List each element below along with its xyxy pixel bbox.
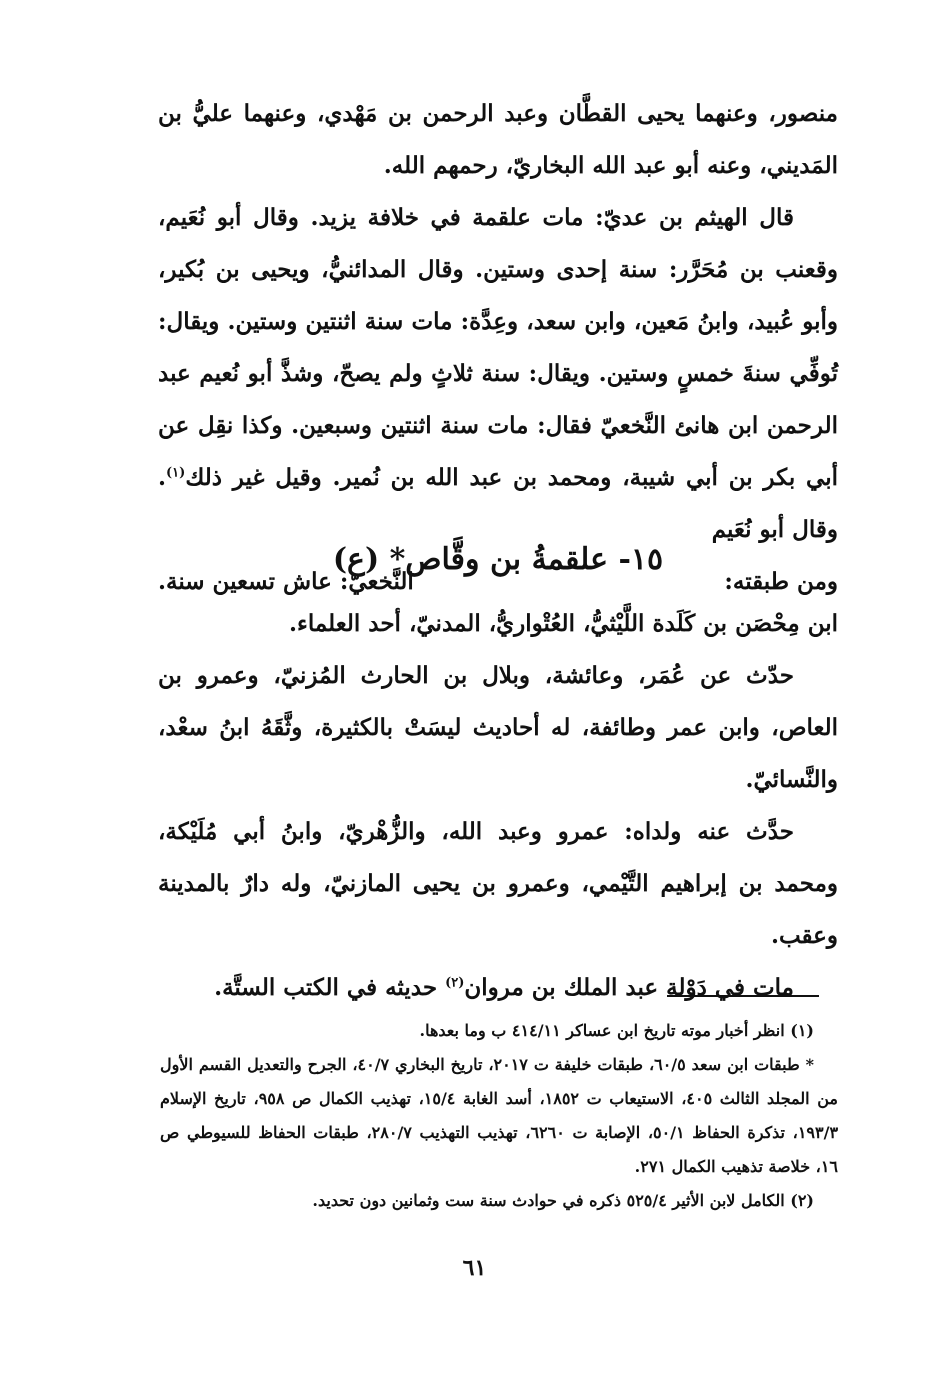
footnote-ref-1[interactable]: (١) [166, 465, 186, 481]
death-text-tail: حديثه في الكتب الستَّة. [214, 974, 446, 1001]
footnote-ref-2[interactable]: (٢) [445, 975, 465, 991]
death-text: مات في دَوْلة عبد الملك بن مروان [464, 974, 794, 1001]
footnote-divider [667, 995, 819, 997]
paragraph-chain-of-narration: منصور، وعنهما يحيى القطَّان وعبد الرحمن بن مَهْدي، وعنهما عليُّ بن المَديني، وعنه أبو عبد الله البخاريّ، رحمهم الله. [158, 100, 838, 179]
paragraph-narrated-from: حدّث عن عُمَر، وعائشة، وبلال بن الحارث المُزنيّ، وعمرو بن العاص، وابن عمر وطائفة، له أحاديث ليسَتْ بالكثيرة، وثَّقَهُ ابنُ سعْد، والنَّسائيّ. [158, 662, 838, 793]
paragraph-lineage: ابن مِحْصَن بن كَلَدة اللَّيْثيُّ، العُتْواريُّ، المدنيّ، أحد العلماء. [289, 610, 838, 637]
paragraph-death-dates [158, 192, 838, 556]
tabaqa-label: ومن طبقته: [724, 568, 838, 595]
last-line-text: النَّخعيّ: عاش تسعين سنة. [158, 568, 414, 595]
death-dates-text: قال الهيثم بن عديّ: مات علقمة في خلافة يزيد. وقال أبو نُعَيم، وقعنب بن مُحَرَّر: سنة إحدى وستين. وقال المدائنيُّ، ويحيى بن بُكير، وأبو عُبيد، وابنُ مَعين، وابن سعد، وعِدَّة: مات سنة اثنتين وستين. ويقال: تُوفِّي سنةَ خمسٍ وستين. ويقال: سنة ثلاثٍ ولم يصحّ، وشذَّ أبو نُعيم عبد الرحمن ابن هانئ النَّخعيّ فقال: مات سنة اثنتين وسبعين. وكذا نقِل عن أبي بكر بن أبي شيبة، ومحمد بن عبد الله بن نُمير. وقيل غير ذلك [158, 204, 838, 491]
body-top [158, 88, 838, 608]
body-bottom [158, 598, 838, 1014]
footnote-2: (٢) الكامل لابن الأثير ٥٢٥/٤ ذكره في حوادث سنة ست وثمانين دون تحديد. [312, 1191, 814, 1210]
footnote-1: (١) انظر أخبار موته تاريخ ابن عساكر ٤١٤/١١ ب وما بعدها. [419, 1021, 814, 1040]
paragraph-death [158, 962, 838, 1014]
page-number: ٦١ [462, 1255, 487, 1281]
footnote-star-sources: * طبقات ابن سعد ٦٠/٥، طبقات خليفة ت ٢٠١٧، تاريخ البخاري ٤٠/٧، الجرح والتعديل القسم الأول من المجلد الثالث ٤٠٥، الاستيعاب ت ١٨٥٢، أسد الغابة ١٥/٤، تهذيب الكمال ص ٩٥٨، تاريخ الإسلام ١٩٣/٣، تذكرة الحفاظ ٥٠/١، الإصابة ت ٦٢٦٠، تهذيب التهذيب ٢٨٠/٧، طبقات الحفاظ للسيوطي ص ١٦، خلاصة تذهيب الكمال ٢٧١. [160, 1055, 839, 1176]
paragraph-narrated-by: حدَّث عنه ولداه: عمرو وعبد الله، والزُّهْريّ، وابنُ أبي مُلَيْكة، ومحمد بن إبراهيم التَّيْمي، وعمرو بن يحيى المازنيّ، وله دارٌ بالمدينة وعقب. [158, 818, 838, 949]
death-dates-tail: . وقال أبو نُعَيم [158, 464, 838, 543]
footnotes [160, 1014, 838, 1218]
entry-heading: ١٥- علقمةُ بن وقَّاص* (ع) [332, 542, 664, 577]
